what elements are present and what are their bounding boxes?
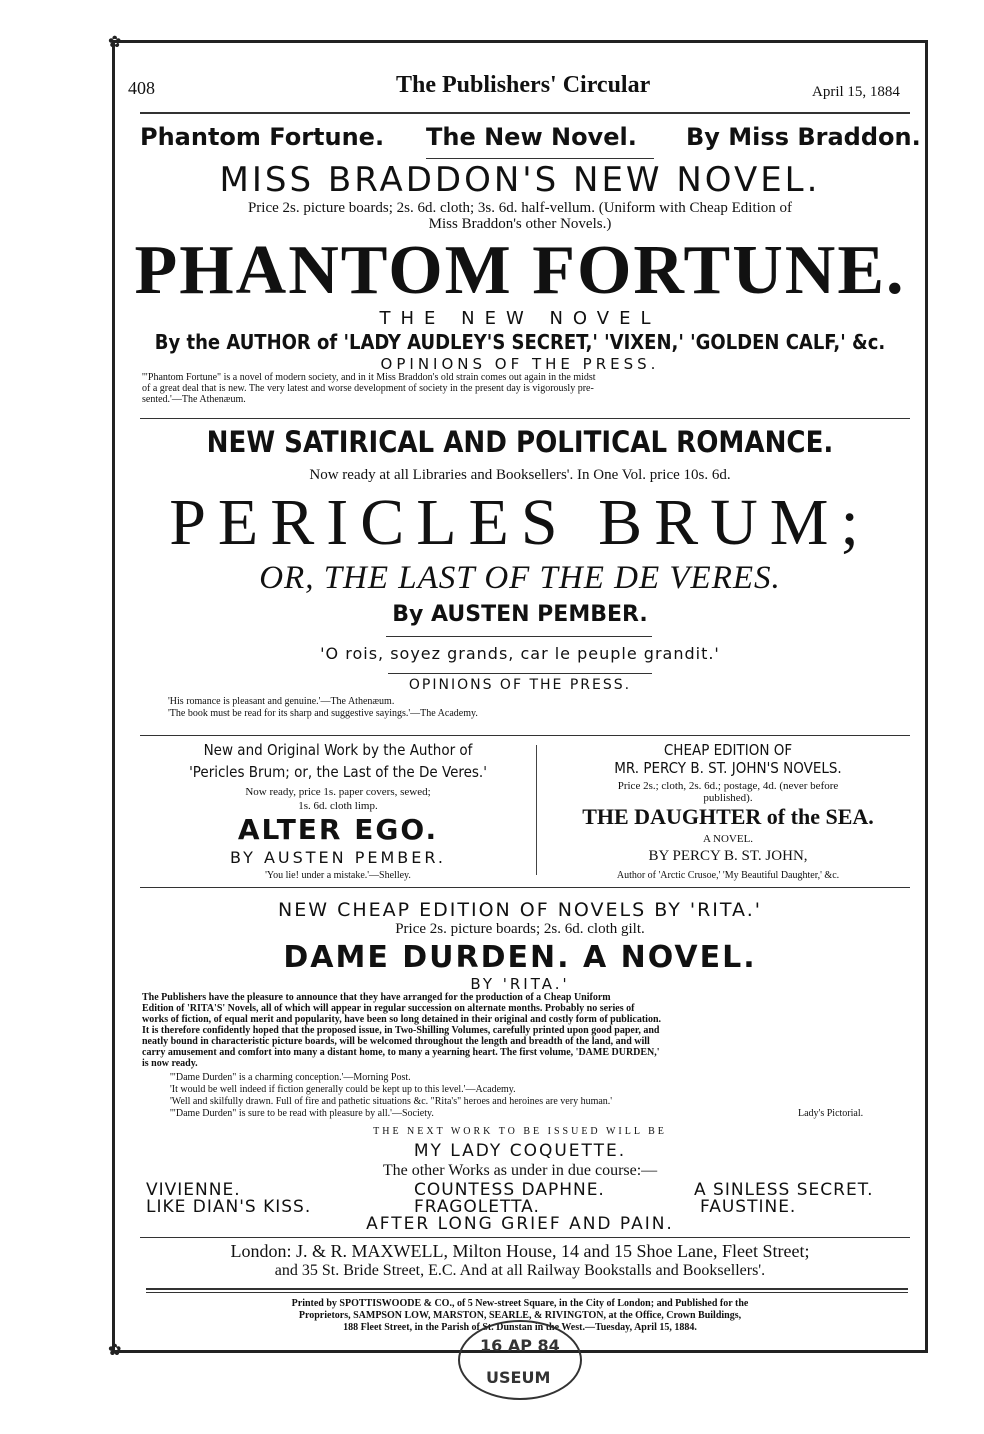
work-dians-kiss: LIKE DIAN'S KISS.: [146, 1197, 312, 1217]
work-countess-daphne: COUNTESS DAPHNE.: [414, 1180, 605, 1200]
publisher-line-2: and 35 St. Bride Street, E.C. And at all Railway Bookstalls and Booksellers'.: [274, 1262, 766, 1279]
cheap-edition-heading: CHEAP EDITION OF: [663, 741, 793, 759]
imprint-rule: [146, 1292, 908, 1293]
imprint-line-2: Proprietors, SAMPSON LOW, MARSTON, SEARLE, & RIVINGTON, at the Office, Crown Buildings,: [298, 1310, 742, 1321]
satirical-heading: NEW SATIRICAL AND POLITICAL ROMANCE.: [206, 425, 834, 459]
corner-ornament-icon: ✿: [108, 32, 122, 51]
rita-by: BY 'RITA.': [470, 975, 570, 993]
imprint-rule: [146, 1288, 908, 1290]
imprint-line-1: Printed by SPOTTISWOODE & CO., of 5 New-street Square, in the City of London; and Published for the: [291, 1298, 749, 1309]
work-after-long-grief: AFTER LONG GRIEF AND PAIN.: [366, 1214, 674, 1234]
st-john-price-2: published).: [703, 792, 753, 804]
rita-quote-4: '"Dame Durden" is sure to be read with pleasure by all.'—Society.: [170, 1108, 434, 1119]
work-faustine: FAUSTINE.: [700, 1197, 797, 1217]
page-number: 408: [128, 78, 155, 98]
braddon-opinions-heading: OPINIONS OF THE PRESS.: [380, 355, 660, 373]
section-rule: [140, 1237, 910, 1238]
banner-left: Phantom Fortune.: [140, 123, 385, 151]
dame-durden-title: DAME DURDEN. A NOVEL.: [283, 940, 757, 975]
alter-ego-author: BY AUSTEN PEMBER.: [230, 848, 446, 867]
st-john-author-of: Author of 'Arctic Crusoe,' 'My Beautiful Daughter,' &c.: [616, 870, 840, 881]
stamp-museum: USEUM: [486, 1368, 551, 1387]
braddon-author-line: By the AUTHOR of 'LADY AUDLEY'S SECRET,' 'VIXEN,' 'GOLDEN CALF,' &c.: [154, 330, 886, 354]
pericles-opinion-1: 'His romance is pleasant and genuine.'—The Athenæum.: [168, 696, 395, 707]
section-rule: [140, 735, 910, 736]
rita-paragraph-5: neatly bound in characteristic picture boards, will be welcomed throughout the length and breadth of the land, and will: [142, 1036, 650, 1047]
section-rule: [140, 887, 910, 888]
braddon-opinion-1: '"Phantom Fortune" is a novel of modern society, and in it Miss Braddon's old strain comes out again in the midst: [142, 372, 596, 383]
phantom-fortune-title: PHANTOM FORTUNE.: [134, 232, 906, 309]
rita-next-work: THE NEXT WORK TO BE ISSUED WILL BE: [373, 1126, 667, 1137]
rita-quote-1: '"Dame Durden" is a charming conception.'—Morning Post.: [170, 1072, 411, 1083]
rita-paragraph-1: The Publishers have the pleasure to announce that they have arranged for the production of a Cheap Uniform: [142, 992, 611, 1003]
rita-quote-2: 'It would be well indeed if fiction generally could be kept up to this level.'—Academy.: [170, 1084, 516, 1095]
braddon-price: Price 2s. picture boards; 2s. 6d. cloth; 3s. 6d. half-vellum. (Uniform with Cheap Edition of: [247, 200, 793, 216]
rita-other-works: The other Works as under in due course:—: [382, 1162, 658, 1179]
braddon-heading: MISS BRADDON'S NEW NOVEL.: [219, 160, 821, 200]
short-rule: [388, 673, 652, 674]
section-rule: [140, 418, 910, 419]
rita-paragraph-6: carry amusement and comfort into many a distant home, to many a yearning heart. The first volume, 'DAME DURDEN,': [142, 1047, 660, 1058]
pericles-opinion-2: 'The book must be read for its sharp and suggestive sayings.'—The Academy.: [168, 708, 478, 719]
corner-ornament-icon: ✿: [108, 1340, 122, 1359]
alter-ego-price-2: 1s. 6d. cloth limp.: [298, 800, 378, 812]
header-rule: [140, 112, 910, 114]
braddon-opinion-3: sented.'—The Athenæum.: [142, 394, 246, 405]
alter-ego-title: ALTER EGO.: [237, 813, 439, 846]
daughter-of-the-sea-title: THE DAUGHTER of the SEA.: [582, 804, 874, 829]
pericles-author: By AUSTEN PEMBER.: [392, 602, 648, 627]
issue-date: April 15, 1884: [812, 84, 900, 100]
alter-ego-price-1: Now ready, price 1s. paper covers, sewed;: [245, 786, 431, 798]
pericles-subtitle: OR, THE LAST OF THE DE VERES.: [259, 560, 781, 596]
column-divider: [536, 745, 537, 875]
daughter-novel-label: A NOVEL.: [702, 833, 754, 845]
st-john-price-1: Price 2s.; cloth, 2s. 6d.; postage, 4d. (never before: [617, 780, 839, 792]
work-fragoletta: FRAGOLETTA.: [414, 1197, 540, 1217]
journal-title: The Publishers' Circular: [396, 72, 651, 98]
braddon-subtitle: THE NEW NOVEL: [379, 308, 661, 329]
pericles-ready-line: Now ready at all Libraries and Booksellers'. In One Vol. price 10s. 6d.: [309, 467, 731, 483]
rita-paragraph-3: works of fiction, of equal merit and popularity, have been so long detained in their original and costly form of publication.: [142, 1014, 662, 1025]
rita-heading: NEW CHEAP EDITION OF NOVELS BY 'RITA.': [278, 899, 762, 921]
rita-paragraph-7: is now ready.: [142, 1058, 198, 1069]
rita-quote-3: 'Well and skilfully drawn. Full of fire and pathetic situations &c. "Rita's" heroes and heroines are very human.': [170, 1096, 613, 1107]
banner-underline: [426, 158, 654, 159]
alter-ego-quote: 'You lie! under a mistake.'—Shelley.: [265, 870, 411, 881]
rita-paragraph-4: It is therefore confidently hoped that the proposed issue, in Two-Shilling Volumes, carefully printed upon good paper, and: [142, 1025, 660, 1036]
alter-ego-intro-2: 'Pericles Brum; or, the Last of the De Veres.': [189, 763, 487, 781]
rita-price: Price 2s. picture boards; 2s. 6d. cloth gilt.: [395, 921, 645, 937]
my-lady-coquette: MY LADY COQUETTE.: [413, 1141, 627, 1161]
work-sinless-secret: A SINLESS SECRET.: [694, 1180, 874, 1200]
stamp-date: 16 AP 84: [480, 1336, 560, 1355]
st-john-novels-heading: MR. PERCY B. ST. JOHN'S NOVELS.: [614, 759, 842, 777]
museum-stamp: [458, 1320, 582, 1400]
st-john-author: BY PERCY B. ST. JOHN,: [648, 848, 808, 864]
rita-quote-4-source: Lady's Pictorial.: [798, 1108, 864, 1119]
publisher-line-1: London: J. & R. MAXWELL, Milton House, 14 and 15 Shoe Lane, Fleet Street;: [230, 1241, 810, 1261]
braddon-price-cont: Miss Braddon's other Novels.): [428, 216, 612, 232]
imprint-line-3: 188 Fleet Street, in the Parish of St. Dunstan in the West.—Tuesday, April 15, 1884.: [343, 1322, 697, 1333]
banner-middle: The New Novel.: [426, 123, 637, 151]
short-rule: [386, 636, 652, 637]
pericles-opinions-heading: OPINIONS OF THE PRESS.: [408, 677, 632, 693]
braddon-opinion-2: of a great deal that is new. The very latest and worse development of society in the present day is vigorously pre-: [142, 383, 594, 394]
pericles-brum-title: PERICLES BRUM;: [169, 486, 871, 559]
work-vivienne: VIVIENNE.: [146, 1180, 241, 1200]
alter-ego-intro-1: New and Original Work by the Author of: [203, 741, 473, 759]
pericles-motto: 'O rois, soyez grands, car le peuple grandit.': [320, 644, 720, 663]
banner-right: By Miss Braddon.: [686, 123, 921, 151]
rita-paragraph-2: Edition of 'RITA'S' Novels, all of which will appear in regular succession on alternate months. Probably no series of: [142, 1003, 635, 1014]
